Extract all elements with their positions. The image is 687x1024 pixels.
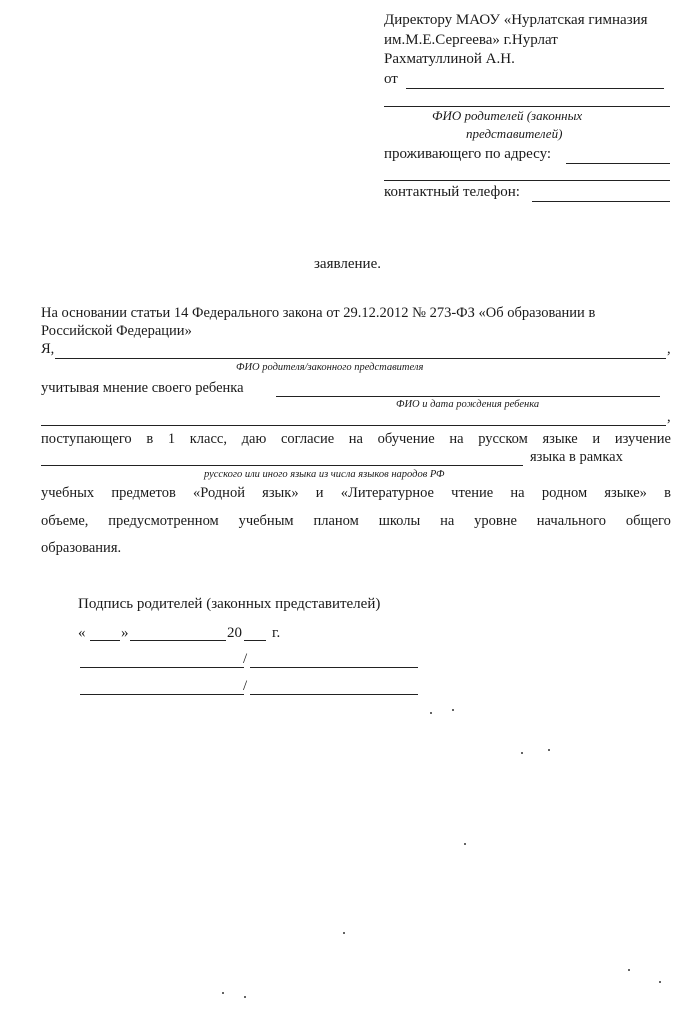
word: чтение xyxy=(451,485,494,501)
word: планом xyxy=(313,513,359,529)
word: и xyxy=(592,431,601,447)
word: на xyxy=(449,431,464,447)
document-title: заявление. xyxy=(314,256,381,272)
word: в xyxy=(664,485,671,501)
education-line: образования. xyxy=(41,540,122,556)
from-field-line[interactable] xyxy=(406,88,664,89)
enrolling-line xyxy=(41,431,671,448)
i-label: Я, xyxy=(41,341,55,357)
word: поступающего xyxy=(41,431,132,447)
addressee-line-1: Директору МАОУ «Нурлатская гимназия xyxy=(384,12,648,28)
date-day-field[interactable] xyxy=(90,640,120,641)
signature-label: Подпись родителей (законных представителей) xyxy=(78,596,381,612)
address-field-line-2[interactable] xyxy=(384,180,670,181)
date-close-quote: » xyxy=(121,625,129,641)
address-label: проживающего по адресу: xyxy=(384,146,552,162)
name-field-1[interactable] xyxy=(250,667,418,668)
scan-speck xyxy=(659,981,661,983)
comma-after-parent: , xyxy=(667,341,671,357)
scan-speck xyxy=(430,712,432,714)
word: учебных xyxy=(41,485,95,501)
scan-speck xyxy=(464,843,466,845)
word: обучение xyxy=(377,431,435,447)
basis-line-2: Российской Федерации» xyxy=(41,323,192,339)
word: предметов xyxy=(111,485,176,501)
child-fio-line[interactable] xyxy=(276,396,660,397)
word: язык» xyxy=(262,485,299,501)
word: языке xyxy=(542,431,578,447)
language-caption: русского или иного языка из числа языков народов РФ xyxy=(204,469,445,480)
word: и xyxy=(315,485,324,501)
word: школы xyxy=(378,513,421,529)
scan-speck xyxy=(521,752,523,754)
scan-speck xyxy=(222,992,224,994)
scan-speck xyxy=(628,969,630,971)
volume-line xyxy=(41,513,671,530)
signature-field-1[interactable] xyxy=(80,667,244,668)
year-suffix: г. xyxy=(272,625,281,641)
word: русском xyxy=(478,431,528,447)
parents-fio-caption-2: представителей) xyxy=(466,126,563,141)
word: предусмотренном xyxy=(108,513,219,529)
word: уровне xyxy=(474,513,517,529)
word: на xyxy=(348,431,363,447)
word: родном xyxy=(541,485,588,501)
parents-fio-caption-1: ФИО родителей (законных xyxy=(432,108,583,123)
comma-after-child: , xyxy=(667,409,671,425)
scan-speck xyxy=(548,749,550,751)
date-open-quote: « xyxy=(78,625,86,641)
language-suffix: языка в рамках xyxy=(530,449,623,465)
date-year-field[interactable] xyxy=(244,640,266,641)
word: учебным xyxy=(238,513,294,529)
scan-speck xyxy=(452,709,454,711)
addressee-line-3: Рахматуллиной А.Н. xyxy=(384,51,515,67)
word: на xyxy=(440,513,455,529)
subjects-line xyxy=(41,485,671,502)
scan-speck xyxy=(244,996,246,998)
word: даю xyxy=(241,431,267,447)
enrolling-line-text xyxy=(41,431,671,448)
signature-field-2[interactable] xyxy=(80,694,244,695)
parent-fio-line[interactable] xyxy=(55,358,666,359)
signature-slash-1: / xyxy=(243,651,248,667)
signature-slash-2: / xyxy=(243,678,248,694)
volume-line-text xyxy=(41,513,671,530)
scan-speck xyxy=(343,932,345,934)
word: языке» xyxy=(604,485,647,501)
word: 1 xyxy=(167,431,176,447)
child-fio-caption: ФИО и дата рождения ребенка xyxy=(396,399,540,410)
address-field-line[interactable] xyxy=(566,163,670,164)
child-fio-line-2[interactable] xyxy=(41,425,666,426)
phone-label: контактный телефон: xyxy=(384,184,520,200)
subjects-line-text xyxy=(41,485,671,502)
word: «Литературное xyxy=(340,485,434,501)
word: изучение xyxy=(614,431,671,447)
year-prefix: 20 xyxy=(227,625,242,641)
language-field-line[interactable] xyxy=(41,465,523,466)
word: класс, xyxy=(189,431,227,447)
word: согласие xyxy=(280,431,335,447)
word: на xyxy=(510,485,525,501)
addressee-line-2: им.М.Е.Сергеева» г.Нурлат xyxy=(384,32,558,48)
word: начального xyxy=(536,513,606,529)
word: «Родной xyxy=(193,485,245,501)
basis-line-1: На основании статьи 14 Федерального закона от 29.12.2012 № 273-ФЗ «Об образовании в xyxy=(41,305,596,321)
word: общего xyxy=(625,513,671,529)
date-month-field[interactable] xyxy=(130,640,226,641)
name-field-2[interactable] xyxy=(250,694,418,695)
from-field-line-2[interactable] xyxy=(384,106,670,107)
word: в xyxy=(146,431,154,447)
child-opinion-label: учитывая мнение своего ребенка xyxy=(41,380,244,396)
from-label: от xyxy=(384,71,398,87)
word: объеме, xyxy=(41,513,89,529)
parent-fio-caption: ФИО родителя/законного представителя xyxy=(236,362,424,373)
phone-field-line[interactable] xyxy=(532,201,670,202)
